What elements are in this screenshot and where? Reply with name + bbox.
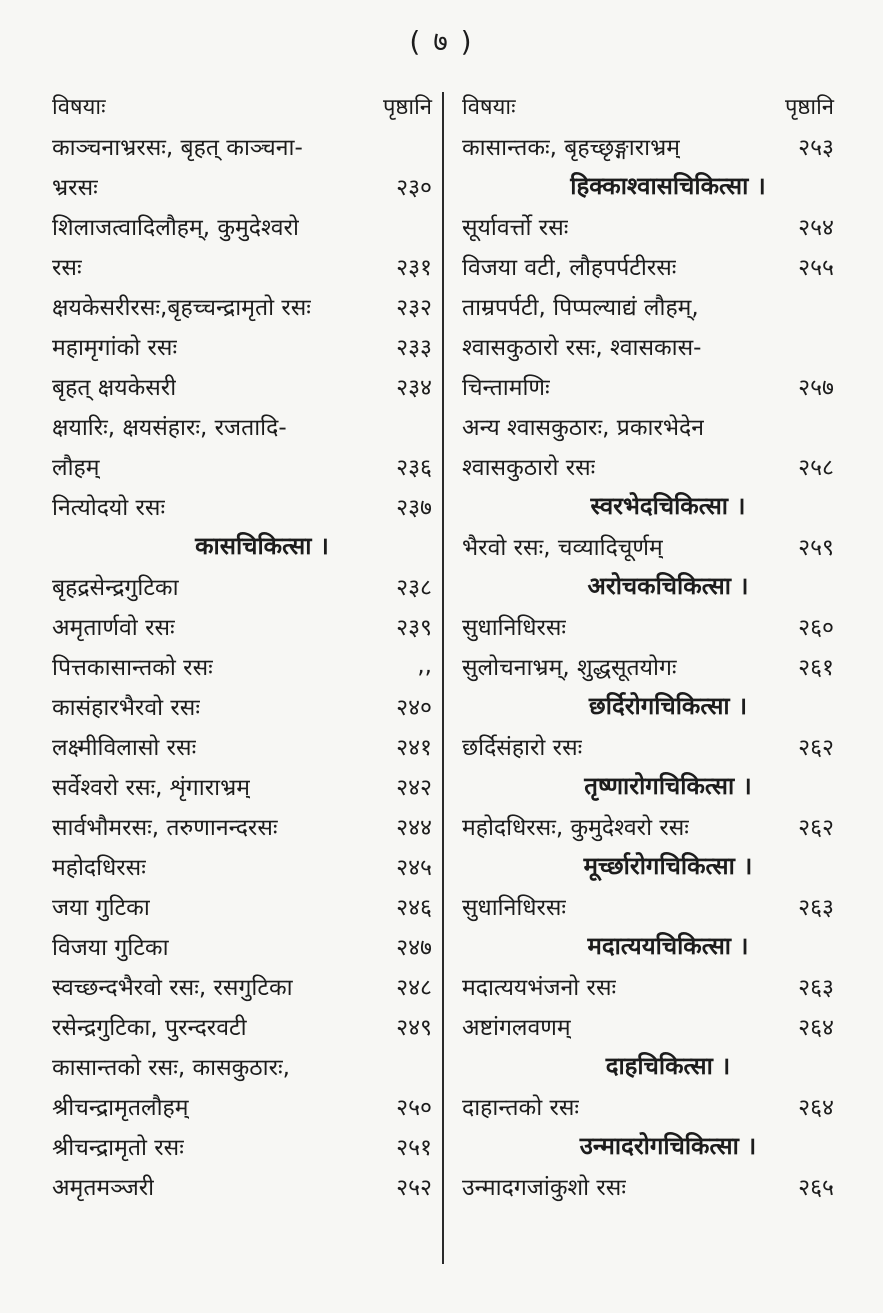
entry-title: श्वासकुठारो रसः, श्वासकास-	[462, 335, 702, 361]
index-entry	[52, 406, 432, 446]
index-entry	[462, 966, 834, 1006]
entry-title: श्रीचन्द्रामृतो रसः	[52, 1135, 184, 1161]
index-entry	[462, 326, 834, 366]
entry-title: भैरवो रसः, चव्यादिचूर्णम्	[462, 535, 663, 561]
entry-title: विजया वटी, लौहपर्पटीरसः	[462, 255, 677, 281]
entry-title: महोदधिरसः, कुमुदेश्वरो रसः	[462, 815, 689, 841]
entry-page-number: २४८	[396, 975, 432, 1001]
entry-title: दाहान्तको रसः	[462, 1095, 580, 1121]
entry-title: क्षयारिः, क्षयसंहारः, रजतादि-	[52, 415, 287, 441]
left-entries	[52, 126, 432, 1206]
index-entry	[52, 366, 432, 406]
left-column	[52, 86, 432, 1206]
entry-page-number: २६४	[798, 1095, 834, 1121]
section-heading: स्वरभेदचिकित्सा ।	[590, 492, 746, 520]
index-entry	[462, 206, 834, 246]
index-entry	[52, 446, 432, 486]
entry-title: अष्टांगलवणम्	[462, 1015, 571, 1041]
entry-page-number: २६१	[798, 655, 834, 681]
entry-page-number: २६४	[798, 1015, 834, 1041]
entry-page-number: २३७	[396, 495, 432, 521]
entry-title: उन्मादगजांकुशो रसः	[462, 1175, 626, 1201]
entry-page-number: २३३	[396, 335, 432, 361]
entry-page-number: २३६	[396, 455, 432, 481]
column-divider	[442, 92, 444, 1264]
index-entry	[462, 646, 834, 686]
entry-title: अन्य श्वासकुठारः, प्रकारभेदेन	[462, 415, 704, 441]
index-entry	[52, 126, 432, 166]
index-entry	[52, 646, 432, 686]
section-heading: अरोचकचिकित्सा ।	[587, 572, 749, 600]
entry-title: महामृगांको रसः	[52, 335, 178, 361]
entry-title: सार्वभौमरसः, तरुणानन्दरसः	[52, 815, 278, 841]
entry-page-number: २६३	[798, 895, 834, 921]
entry-title: अमृतार्णवो रसः	[52, 615, 175, 641]
entry-title: श्रीचन्द्रामृतलौहम्	[52, 1095, 189, 1121]
subject-header: विषयाः	[462, 95, 516, 120]
entry-title: सुधानिधिरसः	[462, 615, 567, 641]
index-entry	[52, 326, 432, 366]
entry-page-number: २३४	[396, 375, 432, 401]
entry-page-number: २४६	[396, 895, 432, 921]
entry-page-number: २३१	[396, 255, 432, 281]
section-heading: उन्मादरोगचिकित्सा ।	[579, 1132, 757, 1160]
entry-title: बृहद्रसेन्द्रगुटिका	[52, 575, 179, 601]
index-entry	[52, 246, 432, 286]
pages-header: पृष्ठानि	[382, 95, 432, 120]
index-entry	[52, 1166, 432, 1206]
index-entry	[52, 726, 432, 766]
entry-title: श्वासकुठारो रसः	[462, 455, 596, 481]
index-entry	[52, 966, 432, 1006]
entry-title: जया गुटिका	[52, 895, 150, 921]
index-entry	[52, 1126, 432, 1166]
index-entry	[462, 606, 834, 646]
entry-title: काञ्चनाभ्ररसः, बृहत् काञ्चना-	[52, 135, 303, 161]
index-entry	[52, 606, 432, 646]
entry-title: कासंहारभैरवो रसः	[52, 695, 200, 721]
entry-title: बृहत् क्षयकेसरी	[52, 375, 177, 401]
entry-page-number: २३०	[396, 175, 432, 201]
entry-page-number: २४०	[396, 695, 432, 721]
entry-title: ताम्रपर्पटी, पिप्पल्याद्यं लौहम्,	[462, 295, 699, 321]
entry-page-number: २३९	[396, 615, 432, 641]
entry-page-number: २४२	[396, 775, 432, 801]
index-entry	[462, 126, 834, 166]
entry-page-number: २४४	[396, 815, 432, 841]
entry-page-number: २५२	[396, 1175, 432, 1201]
index-entry	[52, 806, 432, 846]
entry-title: चिन्तामणिः	[462, 375, 550, 401]
entry-title: कासान्तको रसः, कासकुठारः,	[52, 1055, 290, 1081]
entry-page-number: २५८	[798, 455, 834, 481]
index-entry	[52, 846, 432, 886]
entry-title: कासान्तकः, बृहच्छृङ्गाराभ्रम्	[462, 135, 680, 161]
entry-page-number: २६५	[798, 1175, 834, 1201]
entry-page-number: २५९	[798, 535, 834, 561]
index-entry	[462, 526, 834, 566]
page-number: ( ७ )	[409, 25, 474, 58]
entry-page-number: २३८	[396, 575, 432, 601]
index-entry	[462, 246, 834, 286]
entry-title: मदात्ययभंजनो रसः	[462, 975, 617, 1001]
entry-title: महोदधिरसः	[52, 855, 146, 881]
right-column	[462, 86, 834, 1206]
index-entry	[52, 686, 432, 726]
index-entry	[52, 926, 432, 966]
pages-header: पृष्ठानि	[784, 95, 834, 120]
index-entry	[462, 446, 834, 486]
index-entry	[52, 1006, 432, 1046]
index-entry	[52, 1046, 432, 1086]
section-heading: दाहचिकित्सा ।	[605, 1052, 731, 1080]
index-entry	[52, 286, 432, 326]
entry-title: पित्तकासान्तको रसः	[52, 655, 213, 681]
section-heading: मदात्ययचिकित्सा ।	[587, 932, 749, 960]
index-entry	[462, 806, 834, 846]
entry-title: स्वच्छन्दभैरवो रसः, रसगुटिका	[52, 975, 293, 1001]
entry-page-number: २४१	[396, 735, 432, 761]
entry-title: लक्ष्मीविलासो रसः	[52, 735, 197, 761]
entry-page-number: ,,	[417, 653, 432, 679]
section-heading: मूर्च्छारोगचिकित्सा ।	[583, 852, 753, 880]
index-entry	[52, 486, 432, 526]
entry-page-number: २५०	[396, 1095, 432, 1121]
entry-page-number: २६२	[798, 815, 834, 841]
right-entries	[462, 126, 834, 1206]
index-entry	[52, 566, 432, 606]
entry-title: नित्योदयो रसः	[52, 495, 166, 521]
index-entry	[462, 366, 834, 406]
entry-title: विजया गुटिका	[52, 935, 169, 961]
index-entry	[462, 1006, 834, 1046]
index-entry	[462, 286, 834, 326]
entry-title: सुधानिधिरसः	[462, 895, 567, 921]
entry-title: भ्ररसः	[52, 175, 98, 201]
entry-title: अमृतमञ्जरी	[52, 1175, 155, 1201]
section-heading: हिक्काश्वासचिकित्सा ।	[570, 172, 766, 200]
section-heading: छर्दिरोगचिकित्सा ।	[588, 692, 748, 720]
entry-page-number: २६३	[798, 975, 834, 1001]
index-entry	[462, 726, 834, 766]
entry-title: लौहम्	[52, 455, 100, 481]
entry-page-number: २४७	[396, 935, 432, 961]
entry-page-number: २४९	[396, 1015, 432, 1041]
entry-title: सुलोचनाभ्रम्, शुद्धसूतयोगः	[462, 655, 677, 681]
index-entry	[52, 886, 432, 926]
left-column-header	[52, 86, 432, 126]
index-entry	[52, 1086, 432, 1126]
index-entry	[462, 406, 834, 446]
entry-title: क्षयकेसरीरसः,बृहच्चन्द्रामृतो रसः	[52, 295, 311, 321]
entry-title: रसः	[52, 255, 82, 281]
index-entry	[52, 206, 432, 246]
entry-page-number: २५१	[396, 1135, 432, 1161]
entry-page-number: २५३	[798, 135, 834, 161]
entry-title: शिलाजत्वादिलौहम्, कुमुदेश्वरो	[52, 215, 299, 241]
index-entry	[462, 886, 834, 926]
right-column-header	[462, 86, 834, 126]
index-entry	[462, 1086, 834, 1126]
index-entry	[462, 1166, 834, 1206]
entry-page-number: २६२	[798, 735, 834, 761]
entry-page-number: २३२	[396, 295, 432, 321]
entry-page-number: २५७	[798, 375, 834, 401]
section-heading: कासचिकित्सा ।	[195, 532, 329, 560]
entry-page-number: २४५	[396, 855, 432, 881]
index-entry	[52, 766, 432, 806]
section-heading: तृष्णारोगचिकित्सा ।	[584, 772, 752, 800]
subject-header: विषयाः	[52, 95, 106, 120]
index-entry	[52, 166, 432, 206]
entry-title: छर्दिसंहारो रसः	[462, 735, 583, 761]
entry-page-number: २५५	[798, 255, 834, 281]
entry-page-number: २६०	[798, 615, 834, 641]
entry-title: सूर्यावर्त्तो रसः	[462, 215, 569, 241]
entry-title: रसेन्द्रगुटिका, पुरन्दरवटी	[52, 1015, 247, 1041]
entry-title: सर्वेश्वरो रसः, शृंगाराभ्रम्	[52, 775, 250, 801]
entry-page-number: २५४	[798, 215, 834, 241]
